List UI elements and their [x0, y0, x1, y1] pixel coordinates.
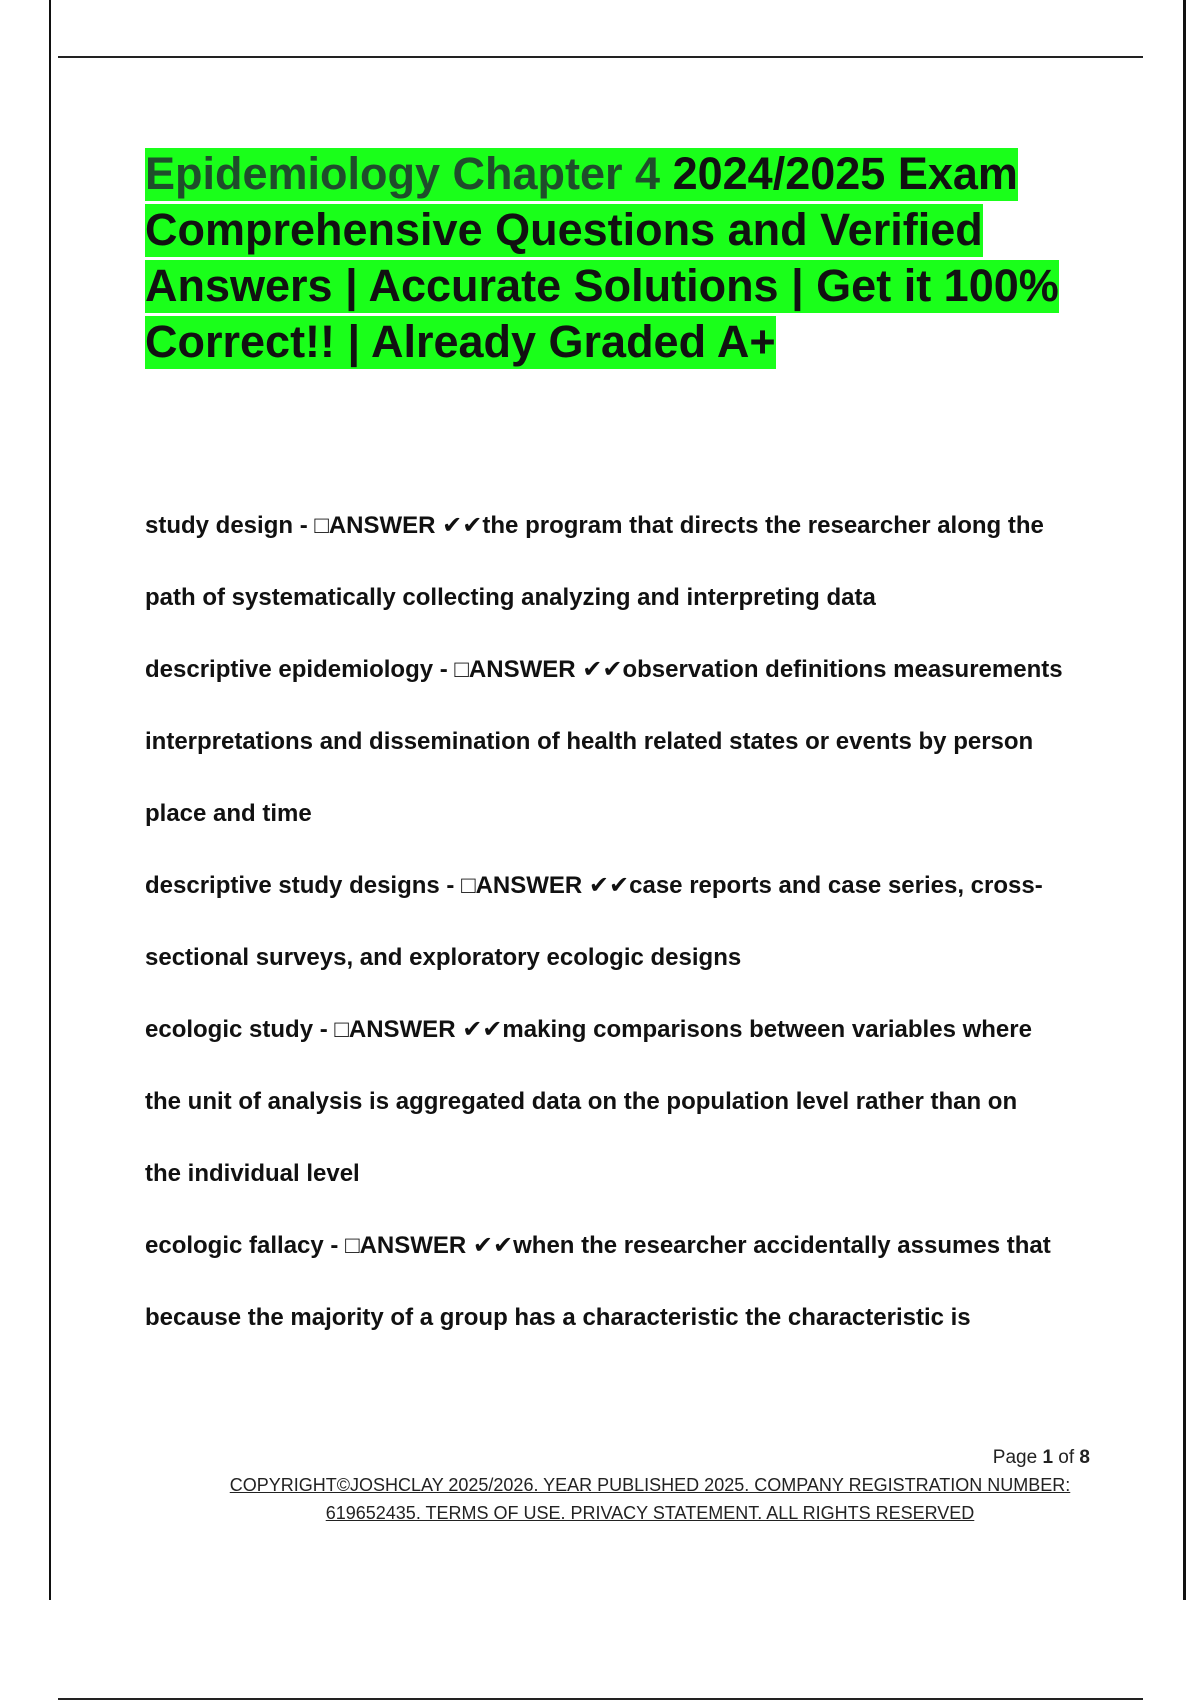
page-prefix: Page — [992, 1447, 1043, 1468]
page-border-right — [1183, 0, 1186, 1600]
page-total: 8 — [1079, 1447, 1090, 1468]
content-line: the individual level — [145, 1160, 360, 1187]
content-line: study design - □ANSWER ✔✔the program that directs the researcher along the — [145, 512, 1044, 539]
content-line: place and time — [145, 800, 312, 827]
content-line: because the majority of a group has a characteristic the characteristic is — [145, 1304, 971, 1331]
top-rule — [58, 56, 1143, 58]
page-border-left — [49, 0, 51, 1600]
content-line: descriptive study designs - □ANSWER ✔✔case reports and case series, cross- — [145, 872, 1043, 899]
page-footer — [210, 1445, 1090, 1527]
document-title — [145, 146, 1095, 370]
copyright-line-2[interactable]: 619652435. TERMS OF USE. PRIVACY STATEMENT. ALL RIGHTS RESERVED — [325, 1503, 975, 1523]
content-line: path of systematically collecting analyzing and interpreting data — [145, 584, 876, 611]
qa-content — [145, 490, 1095, 1354]
title-part-2: 2024/2025 Exam Comprehensive Questions and Verified Answers | Accurate Solutions | Get it 100% Correct!! | Already Graded A+ — [145, 148, 1059, 367]
content-line: the unit of analysis is aggregated data on the population level rather than on — [145, 1088, 1018, 1115]
content-line: sectional surveys, and exploratory ecologic designs — [145, 944, 742, 971]
title-part-1: Epidemiology Chapter 4 — [145, 148, 661, 199]
content-line: interpretations and dissemination of health related states or events by person — [145, 728, 1034, 755]
page-of: of — [1053, 1447, 1080, 1468]
page-number — [210, 1445, 1090, 1471]
content-line: ecologic fallacy - □ANSWER ✔✔when the researcher accidentally assumes that — [145, 1232, 1051, 1259]
page-current: 1 — [1042, 1447, 1054, 1468]
copyright-line-1[interactable]: COPYRIGHT©JOSHCLAY 2025/2026. YEAR PUBLISHED 2025. COMPANY REGISTRATION NUMBER: — [229, 1475, 1071, 1495]
content-line: descriptive epidemiology - □ANSWER ✔✔observation definitions measurements — [145, 656, 1063, 683]
content-line: ecologic study - □ANSWER ✔✔making comparisons between variables where — [145, 1016, 1032, 1043]
